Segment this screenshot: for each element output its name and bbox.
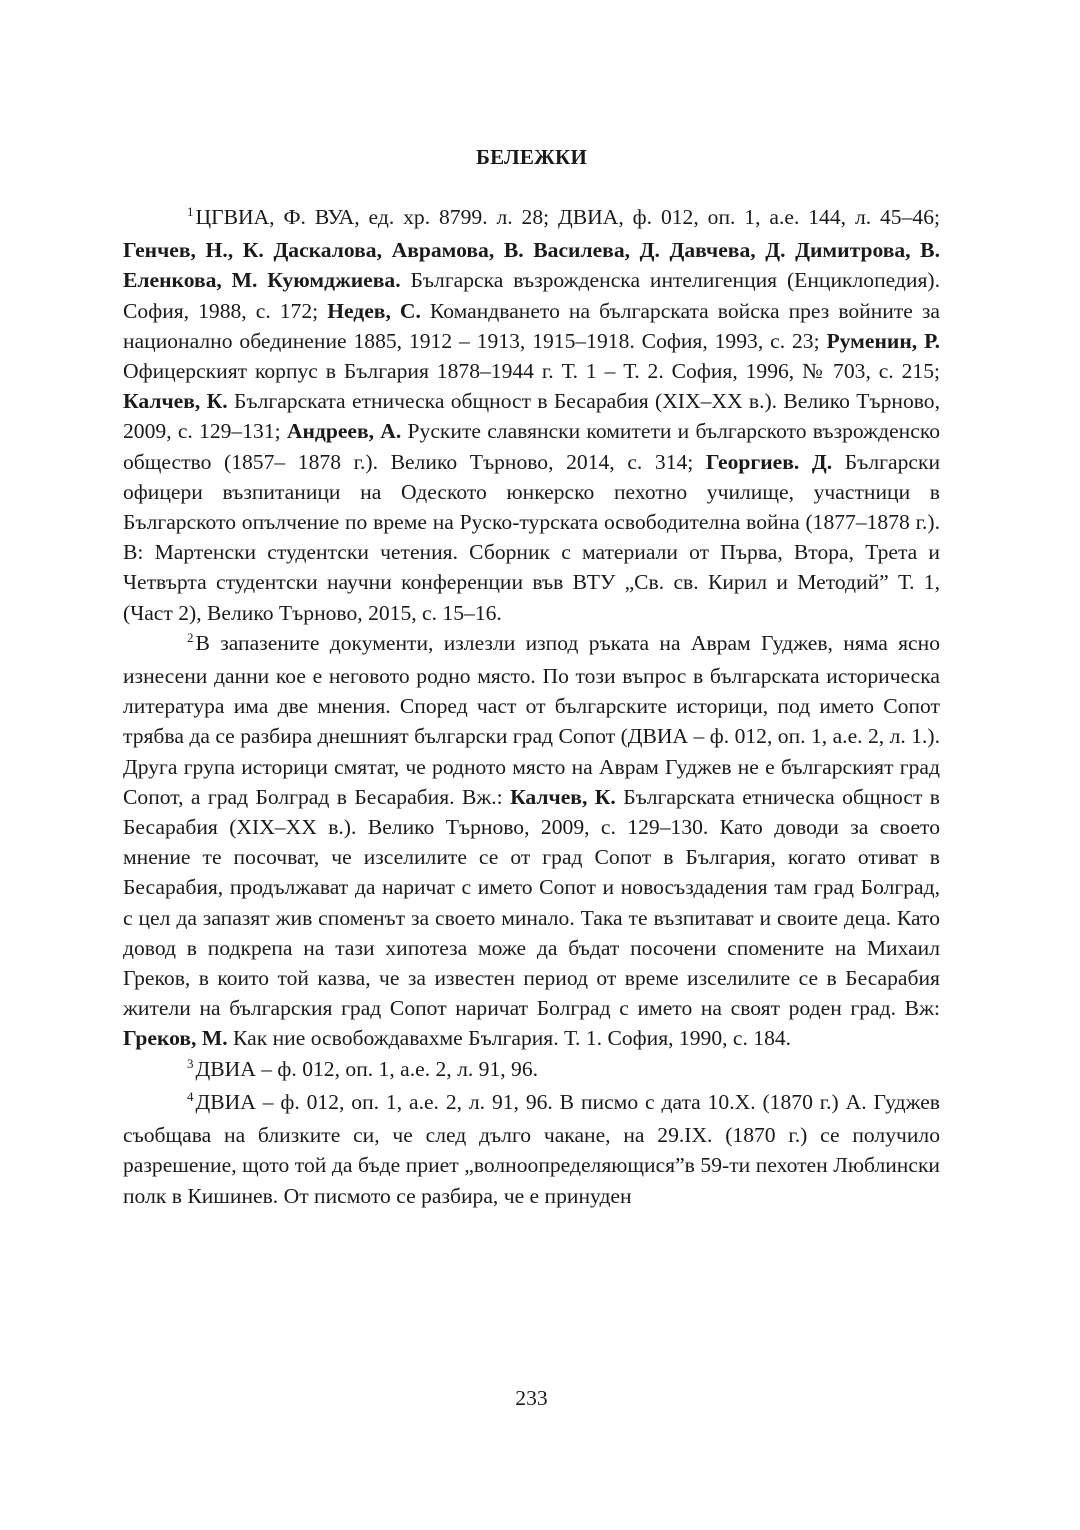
footnote <box>123 1054 940 1087</box>
page-number: 233 <box>515 1386 548 1410</box>
footnote-number: 1 <box>187 204 194 219</box>
footnote-text: ДВИА – ф. 012, оп. 1, а.е. 2, л. 91, 96. <box>195 1056 539 1081</box>
footnote-number: 3 <box>187 1055 194 1071</box>
footnote-text: ДВИА – ф. 012, оп. 1, а.е. 2, л. 91, 96. В писмо с дата 10.Х. (1870 г.) А. Гуджев съобщава на близките си, че след дълго чакане, на 29.IX. (1870 г.) се получило разрешение, щото той да бъде приет „волноопределяющися”в 59-ти пехотен Люблински полк в Кишинев. От писмото се разбира, че е принуден <box>123 1089 940 1208</box>
footnote <box>123 202 940 628</box>
footnote <box>123 628 940 1054</box>
footnote-text: ЦГВИА, Ф. ВУА, ед. хр. 8799. л. 28; ДВИА, ф. 012, оп. 1, а.е. 144, л. 45–46; Генчев, Н., К. Даскалова, Аврамова, В. Василева, Д. Давчева, Д. Димитрова, В. Еленкова, М. Куюмджиева. Българска възрожденска интелигенция (Енциклопедия). София, 1988, с. 172; Недев, С. Командването на българската войска през войните за национално обединение 1885, 1912 – 1913, 1915–1918. София, 1993, с. 23; Руменин, Р. Офицерският корпус в България 1878–1944 г. Т. 1 – Т. 2. София, 1996, № 703, с. 215; Калчев, К. Българската етническа общност в Бесарабия (XIX–XX в.). Велико Търново, 2009, с. 129–131; Андреев, А. Руските славянски комитети и българското възрожденско общество (1857– 1878 г.). Велико Търново, 2014, с. 314; Георгиев. Д. Български офицери възпитаници на Одеското юнкерско пехотно училище, участници в Българското опълчение по време на Руско-турската освободителна война (1877–1878 г.). В: Мартенски студентски четения. Сборник с материали от Първа, Втора, Трета и Четвърта студентски научни конференции във ВТУ „Св. св. Кирил и Методий” Т. 1, (Част 2), Велико Търново, 2015, с. 15–16. <box>123 205 941 625</box>
footnotes-body <box>123 202 940 1211</box>
footnote-text: В запазените документи, излезли изпод ръката на Аврам Гуджев, няма ясно изнесени данни кое е неговото родно място. По този въпрос в българската историческа литература има две мнения. Според част от българските историци, под името Сопот трябва да се разбира днешният български град Сопот (ДВИА – ф. 012, оп. 1, а.е. 2, л. 1.). Друга група историци смятат, че родното място на Аврам Гуджев не е българският град Сопот, а град Болград в Бесарабия. Вж.: Калчев, К. Българската етническа общност в Бесарабия (XIX–XX в.). Велико Търново, 2009, с. 129–130. Като доводи за своето мнение те посочват, че изселилите се от град Сопот в България, когато отиват в Бесарабия, продължават да наричат с името Сопот и новосъздадения там град Болград, с цел да запазят жив споменът за своето минало. Така те възпитават и своите деца. Като довод в подкрепа на тази хипотеза може да бъдат посочени спомените на Михаил Греков, в които той казва, че за известен период от време изселилите се в Бесарабия жители на българския град Сопот наричат Болград с името на своят роден град. Вж: Греков, М. Как ние освобождавахме България. Т. 1. София, 1990, с. 184. <box>123 630 940 1051</box>
notes-heading: БЕЛЕЖКИ <box>476 145 587 169</box>
footnote-number: 4 <box>187 1088 194 1104</box>
document-page <box>123 0 940 1530</box>
footnote-number: 2 <box>187 629 194 645</box>
footnote <box>123 1087 940 1211</box>
